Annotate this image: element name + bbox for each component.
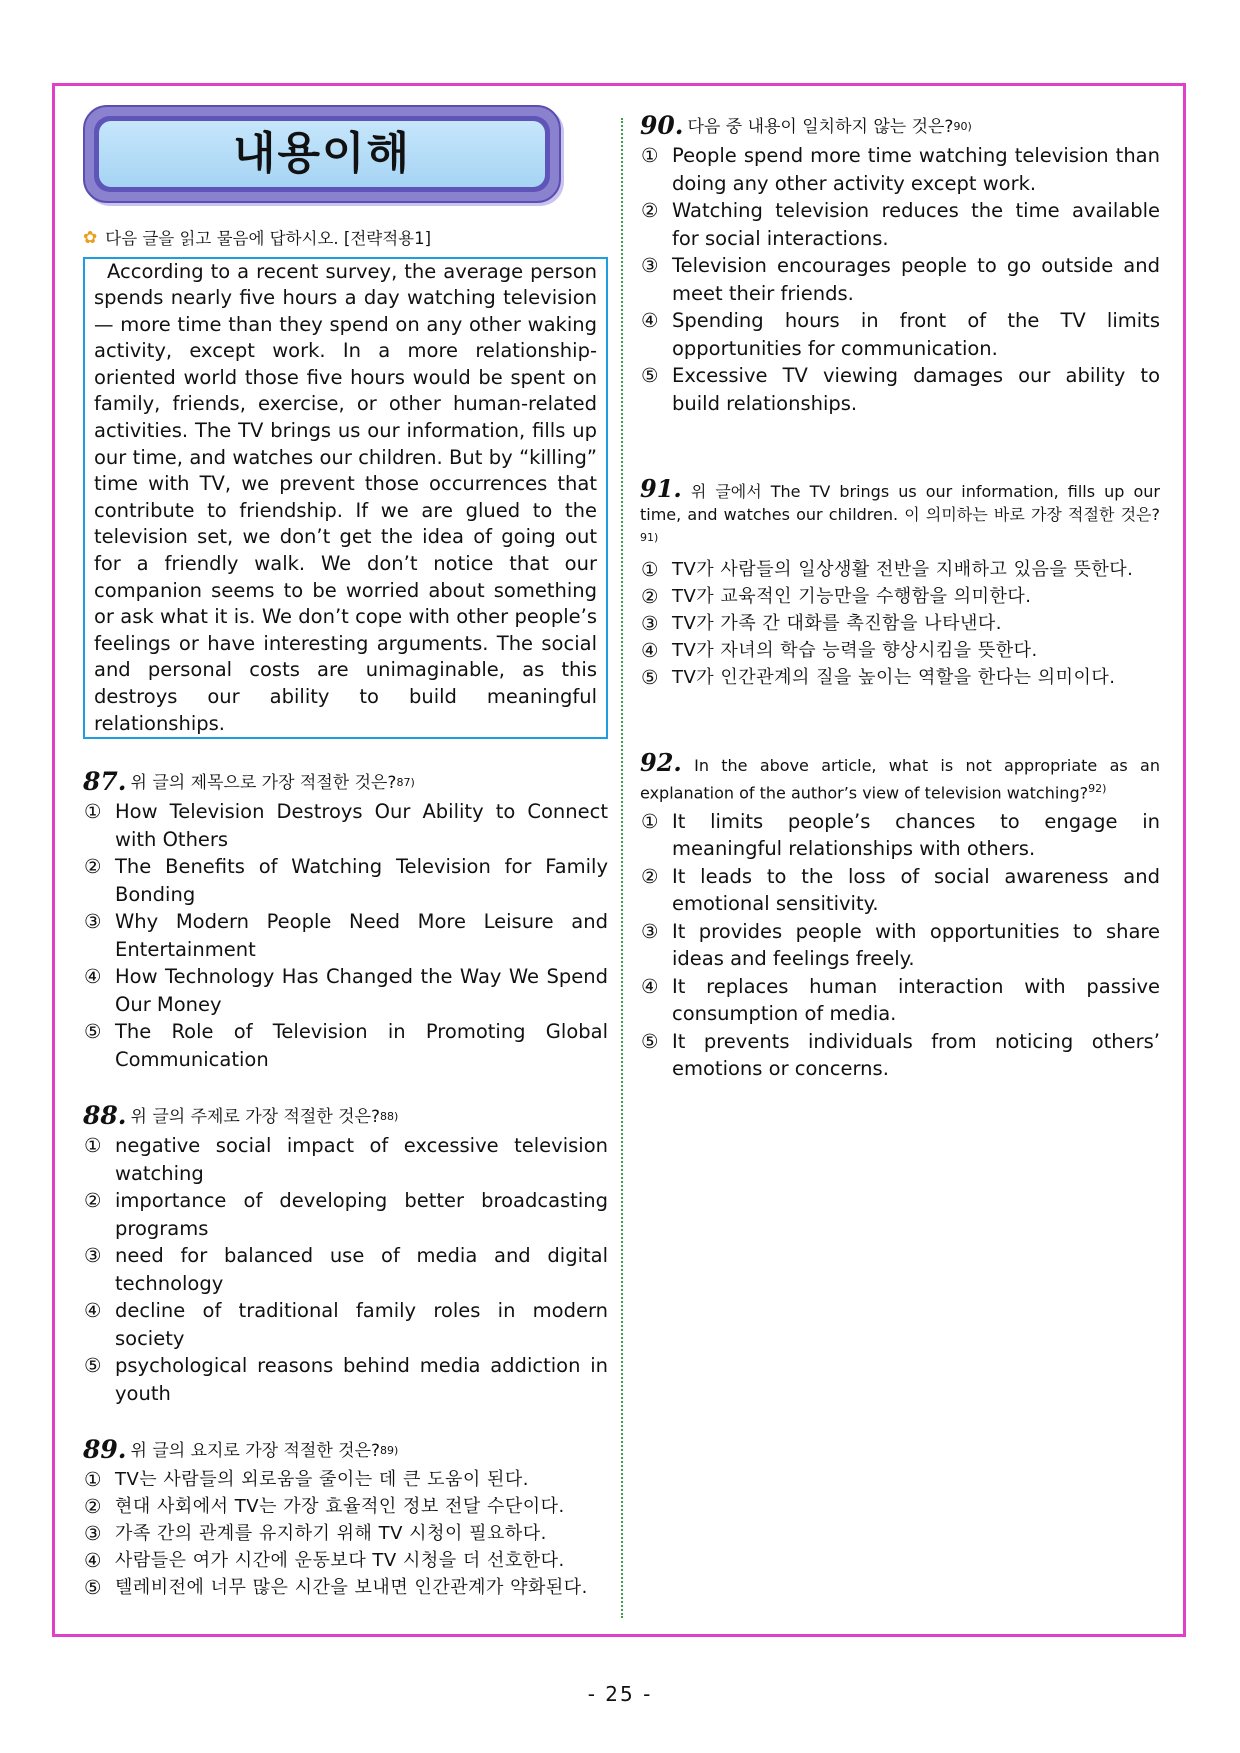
answer-option[interactable]: ② Watching television reduces the time available for social interactions.: [641, 199, 1160, 250]
question-number: 90.: [640, 111, 684, 140]
question-prompt: 위 글의 주제로 가장 적절한 것은?: [130, 1107, 381, 1128]
answer-option[interactable]: ① People spend more time watching television than doing any other activity except work.: [641, 144, 1160, 195]
answer-option[interactable]: ① How Television Destroys Our Ability to Connect with Others: [84, 800, 608, 851]
answer-option[interactable]: ① TV가 사람들의 일상생활 전반을 지배하고 있음을 뜻한다.: [641, 558, 1134, 582]
flower-icon: ✿: [83, 228, 98, 248]
question-88: [83, 1103, 608, 1407]
instruction: [83, 225, 608, 253]
page-number: - 25 -: [587, 1682, 653, 1706]
answer-option[interactable]: ② importance of developing better broadcasting programs: [84, 1189, 608, 1240]
question-92: [640, 748, 1160, 1082]
answer-option[interactable]: ⑤ Excessive TV viewing damages our ability to build relationships.: [641, 364, 1160, 415]
column-divider: [621, 118, 623, 1618]
answer-option[interactable]: ⑤ The Role of Television in Promoting Global Communication: [84, 1020, 608, 1071]
footnote-ref: 92): [1088, 782, 1107, 796]
footnote-ref: 89): [380, 1444, 399, 1458]
answer-options: [640, 556, 1160, 691]
answer-option[interactable]: ④ Spending hours in front of the TV limits opportunities for communication.: [641, 309, 1160, 360]
left-column: [83, 105, 608, 1601]
question-prompt: In the above article, what is not appropriate as an explanation of the author’s view of television watching?: [640, 756, 1160, 803]
footnote-ref: 90): [953, 120, 972, 133]
answer-options: [640, 142, 1160, 417]
answer-option[interactable]: ② It leads to the loss of social awareness and emotional sensitivity.: [641, 864, 1160, 916]
question-90: [640, 113, 1160, 417]
answer-option[interactable]: ⑤ It prevents individuals from noticing others’ emotions or concerns.: [641, 1029, 1160, 1081]
answer-option[interactable]: ③ It provides people with opportunities to share ideas and feelings freely.: [641, 919, 1160, 971]
answer-option[interactable]: ④ TV가 자녀의 학습 능력을 향상시킴을 뜻한다.: [641, 639, 1038, 663]
question-number: 87.: [83, 767, 127, 797]
question-prompt: 위 글에서 The TV brings us our information, fills up our time, and watches our children. 이 의미하는 바로 가장 적절한 것은?: [640, 482, 1160, 524]
right-column: [640, 113, 1160, 1083]
answer-option[interactable]: ④ It replaces human interaction with passive consumption of media.: [641, 974, 1160, 1026]
answer-option[interactable]: ⑤ 텔레비전에 너무 많은 시간을 보내면 인간관계가 약화된다.: [84, 1576, 588, 1600]
section-title: 내용이해: [232, 128, 411, 180]
footnote-ref: 87): [396, 776, 415, 790]
answer-option[interactable]: ② 현대 사회에서 TV는 가장 효율적인 정보 전달 수단이다.: [84, 1495, 565, 1519]
answer-option[interactable]: ① It limits people’s chances to engage in meaningful relationships with others.: [641, 809, 1160, 861]
answer-options: [640, 808, 1160, 1083]
answer-options: [83, 1132, 608, 1407]
answer-option[interactable]: ③ Television encourages people to go outside and meet their friends.: [641, 254, 1160, 305]
instruction-text: 다음 글을 읽고 물음에 답하시오. [전략적용1]: [105, 229, 432, 248]
question-89: [83, 1437, 608, 1601]
answer-option[interactable]: ④ 사람들은 여가 시간에 운동보다 TV 시청을 더 선호한다.: [84, 1549, 565, 1573]
question-number: 89.: [83, 1435, 127, 1465]
answer-option[interactable]: ④ How Technology Has Changed the Way We Spend Our Money: [84, 965, 608, 1016]
passage-text: According to a recent survey, the average person spends nearly five hours a day watching television — more time than they spend on any other waking activity, except work. In a more relationship-oriented world those five hours would be spent on family, friends, exercise, or other human-related activities. The TV brings us our information, fills up our time, and watches our children. But by “killing” time with TV, we prevent those occurrences that contribute to friendship. If we are glued to the television set, we don’t get the idea of going out for a friendly walk. We don’t notice that our companion seems to be worried about something or ask what it is. We don’t cope with other people’s feelings or have interesting arguments. The social and personal costs are unimaginable, as this destroys our ability to build meaningful relationships.: [94, 259, 597, 735]
footnote-ref: 91): [640, 531, 659, 544]
question-87: [83, 769, 608, 1073]
question-number: 92.: [640, 748, 682, 778]
answer-option[interactable]: ④ decline of traditional family roles in modern society: [84, 1299, 608, 1350]
answer-option[interactable]: ⑤ TV가 인간관계의 질을 높이는 역할을 한다는 의미이다.: [641, 666, 1116, 690]
footnote-ref: 88): [380, 1110, 399, 1124]
question-prompt: 다음 중 내용이 일치하지 않는 것은?: [687, 117, 954, 137]
answer-option[interactable]: ③ TV가 가족 간 대화를 촉진함을 나타낸다.: [641, 612, 1002, 636]
question-prompt: 위 글의 제목으로 가장 적절한 것은?: [130, 773, 397, 794]
answer-option[interactable]: ③ 가족 간의 관계를 유지하기 위해 TV 시청이 필요하다.: [84, 1522, 547, 1546]
answer-options: [83, 1466, 608, 1601]
question-number: 91.: [640, 474, 682, 503]
answer-option[interactable]: ② TV가 교육적인 기능만을 수행함을 의미한다.: [641, 585, 1032, 609]
reading-passage: [83, 257, 608, 740]
section-title-banner: [83, 105, 561, 203]
question-91: [640, 474, 1160, 691]
answer-option[interactable]: ③ need for balanced use of media and digital technology: [84, 1244, 608, 1295]
answer-option[interactable]: ⑤ psychological reasons behind media addiction in youth: [84, 1354, 608, 1405]
answer-option[interactable]: ② The Benefits of Watching Television for Family Bonding: [84, 855, 608, 906]
answer-option[interactable]: ① TV는 사람들의 외로움을 줄이는 데 큰 도움이 된다.: [84, 1468, 529, 1492]
answer-option[interactable]: ① negative social impact of excessive television watching: [84, 1134, 608, 1185]
answer-options: [83, 798, 608, 1073]
question-number: 88.: [83, 1101, 127, 1131]
answer-option[interactable]: ③ Why Modern People Need More Leisure and Entertainment: [84, 910, 608, 961]
question-prompt: 위 글의 요지로 가장 적절한 것은?: [130, 1441, 381, 1462]
